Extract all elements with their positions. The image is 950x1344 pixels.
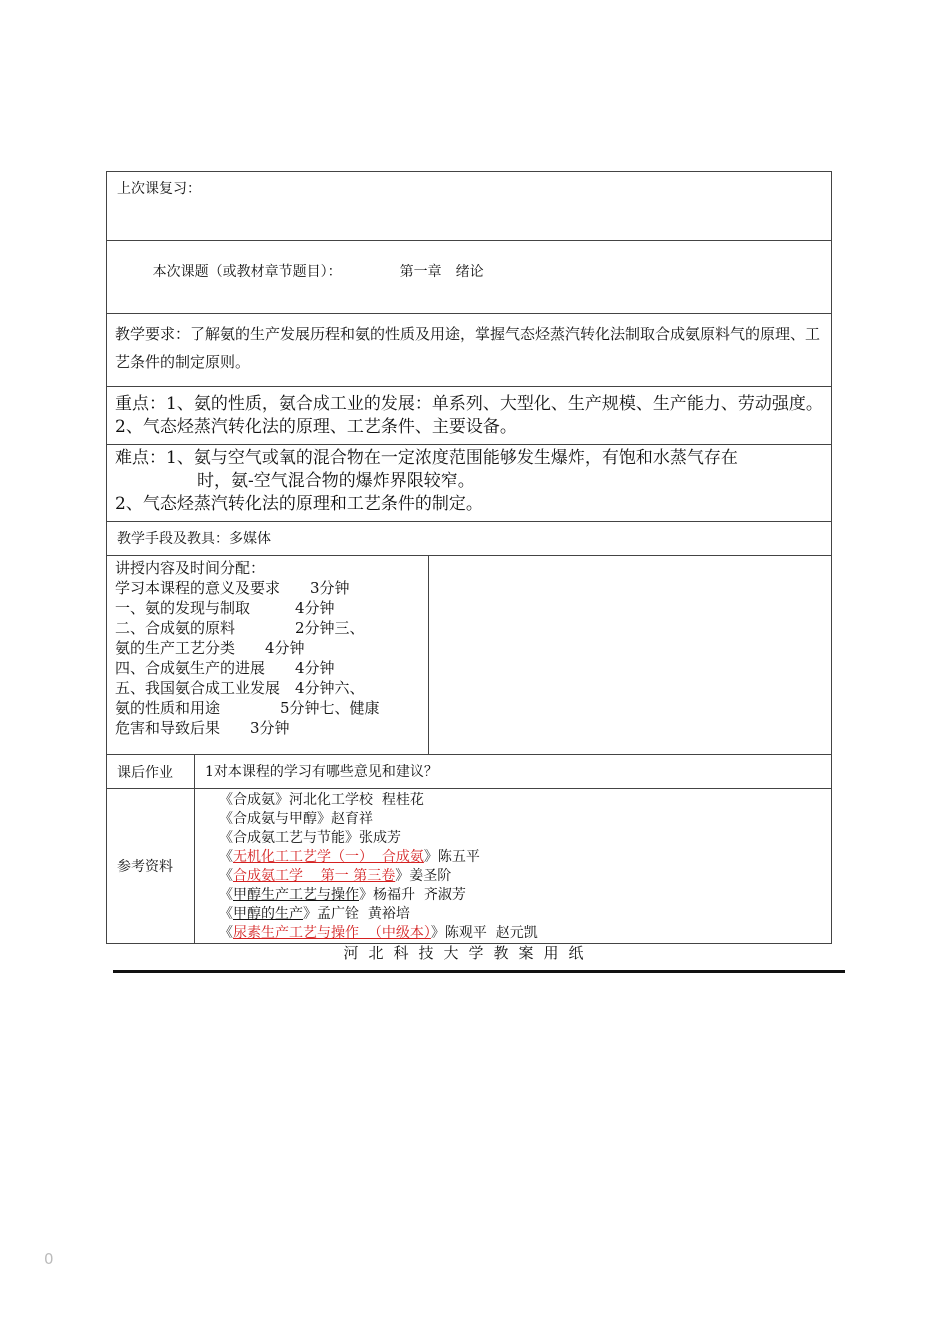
homework-cell: [195, 755, 832, 789]
content-line: 四、合成氨生产的进展 4分钟: [115, 659, 335, 677]
reference-item: 《合成氨工学 第一 第三卷》姜圣阶: [219, 868, 452, 884]
homework-label: 课后作业: [107, 755, 195, 789]
content-cell: [107, 556, 429, 755]
reference-authors: 张成芳: [359, 830, 401, 846]
content-line: 危害和导致后果 3分钟: [115, 719, 290, 737]
content-line: 氨的生产工艺分类 4分钟: [115, 639, 305, 657]
content-line: 讲授内容及时间分配：: [115, 559, 266, 577]
content-line: 学习本课程的意义及要求 3分钟: [115, 579, 350, 597]
topic-value: 第一章 绪论: [399, 264, 484, 280]
topic-label: 本次课题（或教材章节题目）：: [152, 264, 342, 280]
content-line: 一、氨的发现与制取 4分钟: [115, 599, 335, 617]
reference-link[interactable]: 无机化工工艺学（一） 合成氨: [233, 849, 424, 865]
requirements-row: [107, 314, 832, 387]
reference-item: 《甲醇的生产》孟广铨 黄裕培: [219, 906, 410, 922]
difficulty-line-2: 时，氨-空气混合物的爆炸界限较窄。: [197, 471, 475, 491]
difficulties-row: [107, 445, 832, 522]
reference-authors: 姜圣阶: [409, 868, 452, 884]
topic-row: [107, 241, 832, 314]
requirements-cell: [107, 314, 832, 387]
methods-row: [107, 522, 832, 556]
reference-item: 《合成氨与甲醇》赵育祥: [219, 811, 373, 827]
requirements-text: 了解氨的生产发展历程和氨的性质及用途，掌握气态烃蒸汽转化法制取合成氨原料气的原理、工艺条件的制定原则。: [115, 325, 821, 371]
key-points-row: [107, 387, 832, 445]
content-line: 五、我国氨合成工业发展 4分钟六、: [115, 679, 365, 697]
key-points-text: 重点：1、氨的性质，氨合成工业的发展：单系列、大型化、生产规模、生产能力、劳动强度。2、气态烃蒸汽转化法的原理、工艺条件、主要设备。: [115, 394, 823, 437]
references-cell: [195, 789, 832, 944]
reference-authors: 孟广铨 黄裕培: [317, 906, 410, 922]
content-line: 二、合成氨的原料 2分钟三、: [115, 619, 365, 637]
references-list: [195, 789, 831, 943]
reference-authors: 陈五平: [437, 849, 480, 865]
reference-authors: 陈观平 赵元凯: [444, 925, 538, 941]
footer-title: 河北科技大学教案用纸: [343, 944, 594, 962]
page-marker: 0: [44, 1250, 54, 1268]
review-label: 上次课复习：: [117, 181, 201, 197]
methods-text: 教学手段及教具：多媒体: [117, 531, 271, 547]
methods-cell: [107, 522, 832, 556]
topic-cell: [107, 241, 832, 314]
reference-item: 《尿素生产工艺与操作 （中级本）》陈观平 赵元凯: [219, 925, 538, 941]
difficulty-line-1: 难点：1、氨与空气或氧的混合物在一定浓度范围能够发生爆炸，有饱和水蒸气存在: [115, 448, 738, 468]
reference-item: 《合成氨工艺与节能》张成芳: [219, 830, 401, 846]
lesson-plan-table: [106, 171, 832, 944]
reference-link[interactable]: 甲醇的生产: [233, 906, 303, 922]
content-row: [107, 556, 832, 755]
reference-link[interactable]: 尿素生产工艺与操作 （中级本）: [233, 925, 431, 941]
reference-item: 《无机化工工艺学（一） 合成氨》陈五平: [219, 849, 480, 865]
review-cell: [107, 172, 832, 241]
homework-row: [107, 755, 832, 789]
difficulties-cell: [107, 445, 832, 522]
reference-title: 合成氨工艺与节能: [233, 830, 345, 846]
reference-title: 合成氨与甲醇: [233, 811, 317, 827]
content-empty-cell: [429, 556, 832, 755]
references-label: 参考资料: [107, 789, 195, 944]
review-row: [107, 172, 832, 241]
homework-text: 1对本课程的学习有哪些意见和建议？: [205, 764, 438, 780]
content-line: 氨的性质和用途 5分钟七、健康: [115, 699, 380, 717]
references-row: [107, 789, 832, 944]
reference-item: 《甲醇生产工艺与操作》杨福升 齐淑芳: [219, 887, 466, 903]
key-points-cell: [107, 387, 832, 445]
reference-authors: 河北化工学校 程桂花: [289, 792, 424, 808]
reference-title: 合成氨: [233, 792, 275, 808]
reference-link[interactable]: 甲醇生产工艺与操作: [233, 887, 359, 903]
reference-authors: 赵育祥: [331, 811, 373, 827]
requirements-label: 教学要求：: [115, 325, 191, 343]
reference-link[interactable]: 合成氨工学 第一 第三卷: [233, 868, 396, 884]
difficulty-line-3: 2、气态烃蒸汽转化法的原理和工艺条件的制定。: [115, 494, 483, 514]
footer-divider: [113, 970, 845, 973]
reference-item: 《合成氨》河北化工学校 程桂花: [219, 792, 424, 808]
reference-authors: 杨福升 齐淑芳: [373, 887, 466, 903]
